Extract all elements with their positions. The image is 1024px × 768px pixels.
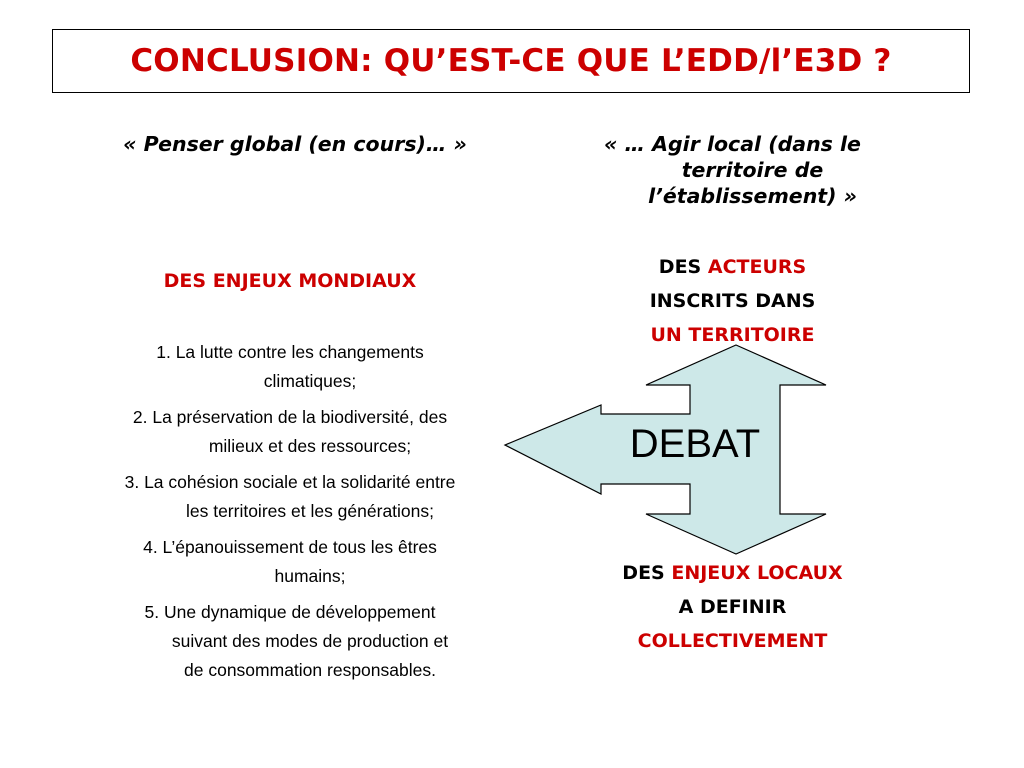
list-item-line: les territoires et les générations;	[185, 501, 435, 521]
list-item-line: 3. La cohésion sociale et la solidarité entre	[124, 472, 456, 492]
right-subtitle-line3: l’établissement) »	[648, 184, 857, 208]
list-item-line: 5. Une dynamique de développement	[144, 602, 436, 622]
actors-heading-line2: INSCRITS DANS	[649, 290, 816, 312]
list-item-line: suivant des modes de production et	[171, 631, 449, 651]
list-item-line: milieux et des ressources;	[208, 436, 412, 456]
global-issues-heading: DES ENJEUX MONDIAUX	[163, 270, 417, 292]
local-des: DES	[622, 562, 665, 584]
local-issues-word: ENJEUX LOCAUX	[671, 562, 843, 584]
list-item-line: de consommation responsables.	[184, 660, 436, 680]
actors-word: ACTEURS	[707, 256, 807, 278]
actors-heading-line3: UN TERRITOIRE	[650, 324, 815, 346]
local-issues-heading-line2: A DEFINIR	[678, 596, 787, 618]
list-item-line: climatiques;	[263, 371, 357, 391]
local-issues-heading-line1	[560, 556, 905, 590]
left-subtitle: « Penser global (en cours)… »	[123, 132, 467, 156]
local-issues-heading-line3: COLLECTIVEMENT	[637, 630, 828, 652]
right-subtitle-line1: « … Agir local (dans le	[604, 132, 861, 156]
debate-label: DEBAT	[629, 422, 761, 466]
actors-des: DES	[658, 256, 702, 278]
right-subtitle-line2: territoire de	[681, 158, 824, 182]
list-item-line: 2. La préservation de la biodiversité, des	[132, 407, 448, 427]
local-issues-heading	[560, 556, 905, 658]
list-item-line: humains;	[274, 566, 346, 586]
list-item-line: 4. L’épanouissement de tous les êtres	[143, 537, 437, 557]
slide-title: CONCLUSION: QU’EST-CE QUE L’EDD/l’E3D ?	[130, 43, 892, 79]
list-item-line: 1. La lutte contre les changements	[156, 342, 424, 362]
